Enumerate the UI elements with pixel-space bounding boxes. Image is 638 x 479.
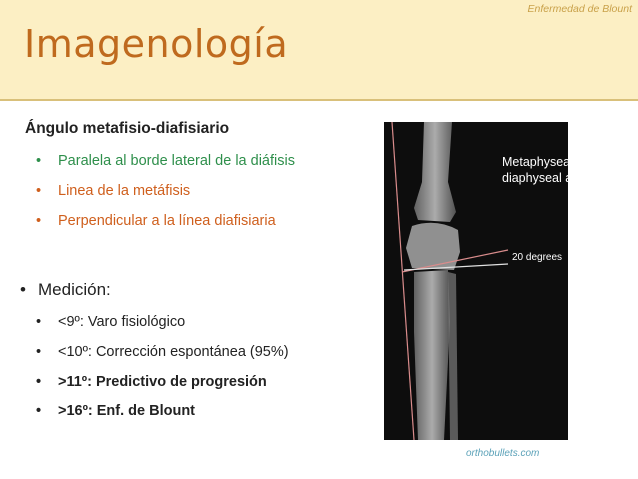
bullet-icon: • <box>36 153 42 169</box>
bullet-lateral-border <box>36 153 295 169</box>
measurement-text: <9º: Varo fisiológico <box>58 314 186 330</box>
slide-title: Imagenología <box>24 22 289 66</box>
measurement-item <box>36 403 195 419</box>
xray-background <box>384 122 568 440</box>
tibia-metaphysis <box>406 223 460 270</box>
bullet-metaphysis-line <box>36 183 190 199</box>
xray-image <box>384 122 596 440</box>
measurement-text: >16º: Enf. de Blount <box>58 403 196 419</box>
bullet-perpendicular <box>36 213 276 229</box>
bullet-icon: • <box>36 403 42 419</box>
bullet-text: Linea de la metáfisis <box>58 183 191 199</box>
topic-label: Enfermedad de Blount <box>527 3 632 15</box>
measurement-item <box>36 344 289 360</box>
caption-line-1: Metaphyseal- <box>502 155 578 169</box>
bullet-icon: • <box>36 344 42 360</box>
image-credit: orthobullets.com <box>466 448 540 459</box>
tibia-shaft <box>414 270 450 440</box>
measurement-text: >11º: Predictivo de progresión <box>58 374 267 390</box>
header-band <box>0 0 638 101</box>
bullet-icon: • <box>36 183 42 199</box>
bullet-icon: • <box>36 374 42 390</box>
bullet-text: Paralela al borde lateral de la diáfisis <box>58 153 295 169</box>
bullet-icon: • <box>36 314 42 330</box>
section-heading: Ángulo metafisio-diafisiario <box>25 120 230 137</box>
angle-label: 20 degrees <box>512 252 563 263</box>
bullet-icon: • <box>36 213 42 229</box>
measurement-item <box>36 374 267 390</box>
caption-line-2: diaphyseal angle <box>502 171 596 185</box>
measurement-text: <10º: Corrección espontánea (95%) <box>58 344 289 360</box>
measurement-text: Medición: <box>38 280 111 299</box>
xray-graphic <box>384 122 596 440</box>
measurement-item <box>36 314 185 330</box>
bullet-icon: • <box>20 280 26 299</box>
bullet-text: Perpendicular a la línea diafisiaria <box>58 213 276 229</box>
measurement-label <box>20 280 111 300</box>
